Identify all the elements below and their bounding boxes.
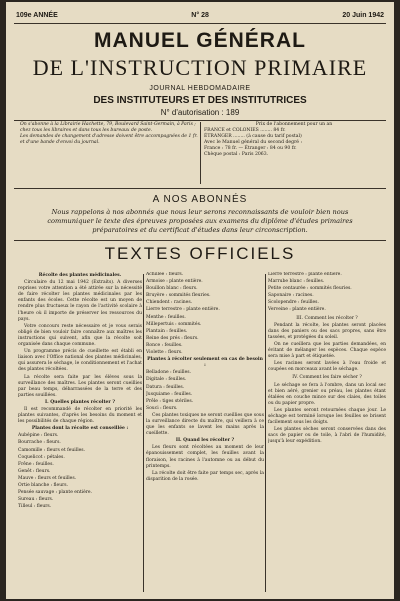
header-divider — [14, 23, 386, 24]
notice-divider — [14, 240, 386, 241]
masthead-audience: DES INSTITUTEURS ET DES INSTITUTRICES — [93, 95, 307, 106]
plant-list-item: Achillée : fleurs. — [146, 272, 184, 277]
article-paragraph: Les plantes seront retournées chaque jour. Le séchage est terminé lorsque les feuilles se brisent facilement sous les doigts. — [268, 407, 386, 426]
plant-list-item: Bourrache : fleurs. — [18, 440, 61, 446]
plant-list-item: Mauve : fleurs et feuilles. — [18, 475, 77, 481]
masthead-divider — [14, 120, 386, 121]
article-column-1 — [18, 272, 142, 592]
plant-list-item: Datura : feuilles. — [146, 384, 185, 390]
info-right-line: Chèque postal : Paris 2063. — [204, 152, 269, 157]
plant-list-item: Jusquiame : feuilles. — [146, 391, 193, 397]
plant-list-item: Aubépine : fleurs. — [18, 433, 59, 439]
edition-label: 109e ANNÉE — [16, 11, 58, 19]
plant-list-item: Tilleul : fleurs. — [18, 504, 52, 510]
plant-list-item: Violette : fleurs. — [146, 350, 183, 356]
info-bottom-divider — [14, 188, 386, 189]
subscription-info-left — [20, 122, 198, 146]
plant-list-item: Petite centaurée : sommités fleuries. — [268, 286, 352, 292]
plant-list-item: Saponaire : racines. — [268, 293, 314, 299]
article-subheading: IV. Comment les faire sécher ? — [292, 375, 362, 381]
header-bar — [16, 8, 384, 22]
plant-list-item: Reine des prés : fleurs. — [146, 335, 199, 341]
plant-list-item: Plantain : feuilles. — [146, 328, 188, 334]
plant-list-item: Sureau : fleurs. — [18, 497, 54, 503]
plant-list-item: Belladone : feuilles. — [146, 370, 192, 376]
article-paragraph: Le séchage se fera à l'ombre, dans un local sec et bien aéré, grenier ou préau, les plantes étant étalées en couche mince sur des claies, des toiles ou du papier propre. — [268, 382, 386, 406]
plant-list-item: Coquelicot : pétales. — [18, 454, 65, 460]
abonnes-notice: Nous rappelons à nos abonnés que nous leur serons reconnaissants de vouloir bien nous communiquer le texte des épreuves proposées aux examens du diplôme d'études primaires préparatoires et du certificat d'études dans leur circonscription. — [47, 208, 353, 234]
article-paragraph: Les racines seront lavées à l'eau froide et coupées en morceaux avant le séchage. — [268, 361, 386, 373]
plant-list-item: Ronce : feuilles. — [146, 342, 183, 348]
info-right-line: ÉTRANGER ........ (à cause du tarif postal) — [204, 134, 302, 139]
plant-list-item: Armoise : plante entière. — [146, 279, 203, 285]
article-subheading: III. Comment les récolter ? — [296, 315, 358, 321]
plant-list-item: Digitale : feuilles. — [146, 377, 187, 383]
article-subheading: II. Quand les récolter ? — [175, 438, 235, 444]
abonnes-heading: A NOS ABONNÉS — [152, 194, 248, 205]
issue-date: 20 Juin 1942 — [342, 11, 384, 19]
article-subheading: Récolte des plantes médicinales. — [38, 273, 122, 278]
column-rule — [265, 274, 266, 592]
article-paragraph: Circulaire du 12 mai 1942 (Extraits). A diverses reprises votre attention a été attirée sur la nécessité de faire récolter les plantes médicinales par les enfants des écoles. Cette récolte est un moyen de rendre plus fructueux le rayon de l'activité scolaire à l'heure où il importe de préserver les ressources du pays. — [18, 280, 142, 322]
article-column-3 — [268, 272, 386, 592]
article-paragraph: La récolte sera faite par les élèves sous la surveillance des maîtres. Les plantes seront cueillies par beau temps, débarrassées de la terre et des parties souillées. — [18, 374, 142, 398]
plant-list-item: Verveine : plante entière. — [268, 307, 326, 313]
info-right-line: Prix de l'abonnement pour un an — [255, 122, 333, 127]
plant-list-item: Camomille : fleurs et feuilles. — [18, 447, 86, 453]
plant-list-item: Marrube blanc : feuilles. — [268, 279, 325, 285]
info-divider — [200, 122, 201, 184]
info-right-line: Avec le Manuel général du second degré : — [204, 140, 302, 145]
article-paragraph: Les plantes sèches seront conservées dans des sacs de papier ou de toile, à l'abri de l'humidité, jusqu'à leur expédition. — [268, 427, 386, 445]
plant-list-item: Frêne : feuilles. — [18, 461, 54, 467]
plant-list-item: Lierre terrestre : plante entière. — [146, 307, 220, 313]
article-subheading: I. Quelles plantes récolter ? — [45, 399, 115, 405]
article-column-2 — [146, 272, 264, 592]
article-paragraph: Ces plantes toxiques ne seront cueillies que sous la surveillance directe du maître, qui veillera à ce que les enfants se lavent les mains après la cueillette. — [146, 412, 264, 437]
info-right-line: France : 78 fr. — Étranger : 84 ou 90 fr. — [204, 146, 297, 151]
plant-list-item: Souci : fleurs. — [146, 405, 178, 411]
masthead-title-line2: DE L'INSTRUCTION PRIMAIRE — [32, 55, 368, 80]
section-title: TEXTES OFFICIELS — [104, 244, 296, 263]
plant-list-item: Menthe : feuilles. — [146, 314, 186, 320]
article-paragraph: Pendant la récolte, les plantes seront placées dans des paniers ou des sacs propres, sans être tassées, et protégées du soleil. — [268, 322, 386, 340]
article-paragraph: Il est recommandé de récolter en priorité les plantes suivantes, d'après les besoins du moment et les possibilités de chaque région. — [18, 406, 142, 425]
plant-list-item: Bruyère : sommités fleuries. — [146, 293, 211, 299]
column-rule — [143, 274, 144, 592]
masthead-subtitle: JOURNAL HEBDOMADAIRE — [149, 85, 251, 92]
plant-list-item: Lierre terrestre : plante entière. — [268, 272, 342, 277]
plant-list-item: Scolopendre : feuilles. — [268, 300, 319, 306]
plant-list-item: Millepertuis : sommités. — [146, 321, 202, 327]
plant-list-item: Bouillon blanc : fleurs. — [146, 286, 198, 292]
article-subheading: Plantes à récolter seulement en cas de besoin : — [147, 357, 263, 369]
subscription-info-right — [204, 122, 384, 158]
article-paragraph: Les fleurs sont récoltées au moment de leur épanouissement complet, les feuilles avant la floraison, les racines à l'automne ou au début du printemps. — [146, 445, 264, 469]
info-left-line: On s'abonne à la Librairie Hachette, 79, Boulevard Saint-Germain, à Paris ; chez tous les libraires et dans tous les bureaux de poste. — [20, 122, 196, 133]
masthead-issue-line: N° d'autorisation : 189 — [160, 108, 240, 117]
article-paragraph: On ne cueillera que les parties demandées, en évitant de mélanger les espèces. Chaque espèce sera mise à part et étiquetée. — [268, 341, 386, 360]
plant-list-item: Prêle : tiges stériles. — [146, 398, 194, 404]
article-paragraph: Votre concours reste nécessaire et je vous serais obligé de bien vouloir faire connaître aux maîtres les instructions qui suivent, afin que la récolte soit organisée dans chaque commune. — [18, 323, 142, 348]
masthead-title-line1: MANUEL GÉNÉRAL — [94, 29, 306, 52]
info-right-line: FRANCE et COLONIES ........ 84 fr. — [204, 128, 286, 133]
article-subheading: Plantes dont la récolte est conseillée : — [31, 426, 129, 432]
plant-list-item: Genêt : fleurs. — [18, 468, 51, 474]
plant-list-item: Pensée sauvage : plante entière. — [18, 490, 93, 496]
issue-number: N° 28 — [191, 11, 209, 19]
info-left-line: Les demandes de changement d'adresse doivent être accompagnées de 1 fr. et d'une bande d'envoi du journal. — [20, 134, 198, 145]
plant-list-item: Chiendent : racines. — [146, 300, 193, 306]
article-paragraph: Un programme précis de cueillette est établi en liaison avec l'Office national des plantes médicinales, qui assurera le séchage, le conditionnement et l'achat des plantes récoltées. — [18, 349, 142, 373]
article-paragraph: La récolte doit être faite par temps sec, après la disparition de la rosée. — [146, 470, 264, 482]
newspaper-page — [6, 2, 394, 599]
plant-list-item: Ortie blanche : fleurs. — [18, 483, 68, 488]
